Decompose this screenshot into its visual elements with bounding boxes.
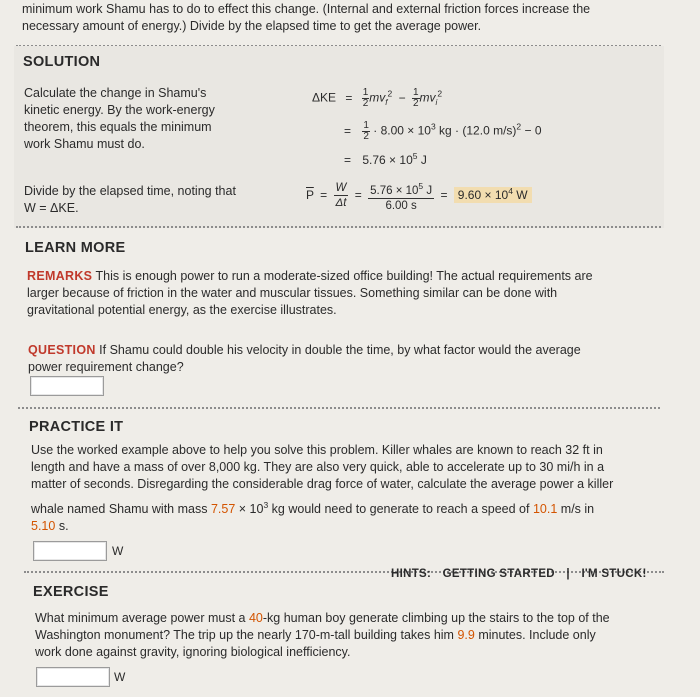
- solution-heading: SOLUTION: [23, 54, 101, 70]
- eq-sign: =: [440, 188, 448, 203]
- frac-num: 1: [362, 87, 369, 98]
- practice-line: Use the worked example above to help you solve this problem. Killer whales are known to reach 32 ft in: [31, 443, 603, 457]
- solution-step-1: [24, 85, 284, 153]
- eq-exp: 4: [508, 186, 513, 197]
- eq-exp: 3: [430, 121, 436, 132]
- practice-line: [31, 518, 671, 535]
- exercise-answer-unit: W: [114, 670, 126, 684]
- practice-line: length and have a mass of over 8,000 kg. They are also very quick, able to accelerate up to 30 mi/h in a: [31, 460, 605, 474]
- time-unit: s.: [55, 519, 69, 534]
- eq-exp: 5: [412, 151, 418, 161]
- eq-lhs: $\overline{P}$: [306, 188, 314, 203]
- remarks-line: gravitational potential energy, as the exercise illustrates.: [27, 303, 337, 317]
- remarks-line: [27, 268, 667, 285]
- frac-num: 1: [412, 87, 419, 98]
- question-line: [28, 342, 668, 359]
- getting-started-link[interactable]: GETTING STARTED: [442, 568, 555, 580]
- exercise-text-part: minutes. Include only: [474, 628, 596, 642]
- speed-value: 10.1: [532, 502, 558, 517]
- eq-body: kg · (12.0 m/s): [435, 123, 517, 138]
- practice-heading: PRACTICE IT: [29, 419, 124, 435]
- practice-text-part: m/s in: [557, 502, 595, 517]
- eq-exp: 2: [387, 88, 393, 99]
- practice-answer-unit: W: [112, 544, 124, 558]
- hints-bar: [391, 568, 647, 580]
- eq-minus: −: [398, 90, 406, 105]
- practice-text-part: kg would need to generate to reach a speed of: [268, 502, 533, 517]
- exercise-mass: 40: [248, 611, 263, 625]
- mass-value: 7.57: [210, 502, 236, 517]
- exercise-answer-input[interactable]: [36, 667, 110, 687]
- step1-line: work Shamu must do.: [24, 137, 145, 151]
- exercise-line: [35, 610, 675, 627]
- fraction-half: [362, 121, 370, 142]
- fraction-energy-time: [368, 179, 434, 213]
- frac-den: 2: [363, 131, 369, 142]
- learn-more-heading: LEARN MORE: [25, 240, 126, 256]
- eq-sign: =: [354, 188, 362, 203]
- exercise-text-part: What minimum average power must a: [35, 611, 249, 625]
- step1-line: Calculate the change in Shamu's: [24, 86, 207, 100]
- practice-text-part: × 10: [235, 502, 264, 517]
- frac-num: W: [334, 181, 349, 196]
- equation-ke: [312, 88, 442, 109]
- frac-num: 1: [363, 120, 369, 131]
- time-value: 5.10: [31, 519, 56, 534]
- solution-step-2: [24, 183, 294, 217]
- question-label: QUESTION: [28, 343, 96, 357]
- eq-body: − 0: [521, 123, 542, 138]
- result-unit: W: [512, 188, 528, 203]
- eq-sign: =: [344, 123, 352, 138]
- eq-exp: 2: [516, 121, 522, 132]
- frac-den: Δt: [335, 197, 347, 210]
- practice-line: matter of seconds. Disregarding the considerable drag force of water, calculate the average power a killer: [31, 477, 614, 491]
- eq-sign: =: [320, 188, 328, 203]
- im-stuck-link[interactable]: I'M STUCK!: [581, 568, 647, 580]
- practice-text: [31, 442, 671, 535]
- fraction-half: [412, 88, 420, 109]
- remarks-label: REMARKS: [27, 269, 93, 283]
- question-answer-input[interactable]: [30, 376, 104, 396]
- eq-sub: i: [435, 98, 438, 108]
- eq-sign: =: [344, 153, 352, 167]
- eq-term: mv: [419, 90, 436, 105]
- practice-text-part: whale named Shamu with mass: [31, 502, 211, 517]
- remarks-text: This is enough power to run a moderate-sized office building! The actual requirements are: [92, 269, 593, 283]
- frac-den: 2: [362, 98, 369, 109]
- exercise-text-part: Washington monument? The trip up the nearly 170-m-tall building takes him: [35, 628, 458, 642]
- exercise-line: work done against gravity, ignoring biological inefficiency.: [35, 645, 351, 659]
- step2-line: Divide by the elapsed time, noting that: [24, 184, 236, 198]
- eq-body: 5.76 × 10: [362, 153, 413, 167]
- eq-term: mv: [369, 90, 386, 105]
- exercise-text-part: -kg human boy generate climbing up the stairs to the top of the: [262, 611, 610, 625]
- divider: [18, 407, 660, 409]
- exercise-minutes: 9.9: [457, 628, 475, 642]
- eq-body: · 8.00 × 10: [373, 123, 431, 138]
- step2-line: W = ΔKE.: [24, 201, 79, 215]
- eq-unit: J: [417, 153, 427, 167]
- divider: [16, 226, 661, 228]
- practice-answer-input[interactable]: [33, 541, 107, 561]
- practice-line: [31, 497, 671, 518]
- frac-den: 6.00 s: [385, 199, 417, 212]
- eq-exp: 5: [418, 181, 424, 191]
- step1-line: kinetic energy. By the work-energy: [24, 103, 215, 117]
- exercise-text: [35, 610, 675, 661]
- frac-num: [368, 179, 434, 199]
- fraction-w-dt: [334, 181, 349, 210]
- intro-line-1: minimum work Shamu has to do to effect this change. (Internal and external friction forces increase the: [22, 2, 591, 16]
- hints-label: HINTS:: [391, 568, 432, 580]
- step1-line: theorem, this equals the minimum: [24, 120, 212, 134]
- eq-lhs: ΔKE: [312, 90, 337, 105]
- eq-sub: f: [385, 98, 388, 108]
- mass-exp: 3: [263, 500, 269, 510]
- intro-line-2: necessary amount of energy.) Divide by the elapsed time to get the average power.: [22, 19, 482, 33]
- exercise-heading: EXERCISE: [33, 584, 109, 600]
- frac-num-unit: J: [423, 184, 433, 197]
- exercise-line: [35, 627, 675, 644]
- frac-num-text: 5.76 × 10: [370, 184, 419, 197]
- eq-sign: =: [345, 90, 353, 105]
- question-text: If Shamu could double his velocity in double the time, by what factor would the average: [95, 343, 581, 357]
- result-value: 9.60 × 10: [457, 188, 509, 203]
- equation-power: [306, 179, 532, 213]
- remarks-line: larger because of friction in the water and muscular tissues. Something similar can be done with: [27, 286, 558, 300]
- intro-text: [22, 1, 682, 35]
- eq-exp: 2: [437, 88, 443, 99]
- equation-result-ke: [344, 151, 427, 167]
- frac-den: 2: [412, 98, 419, 109]
- question-line: power requirement change?: [28, 360, 184, 374]
- question: [28, 342, 668, 376]
- remarks: [27, 268, 667, 319]
- equation-substitution: [344, 121, 542, 142]
- result-highlight: [454, 187, 532, 203]
- hints-separator: |: [566, 568, 570, 580]
